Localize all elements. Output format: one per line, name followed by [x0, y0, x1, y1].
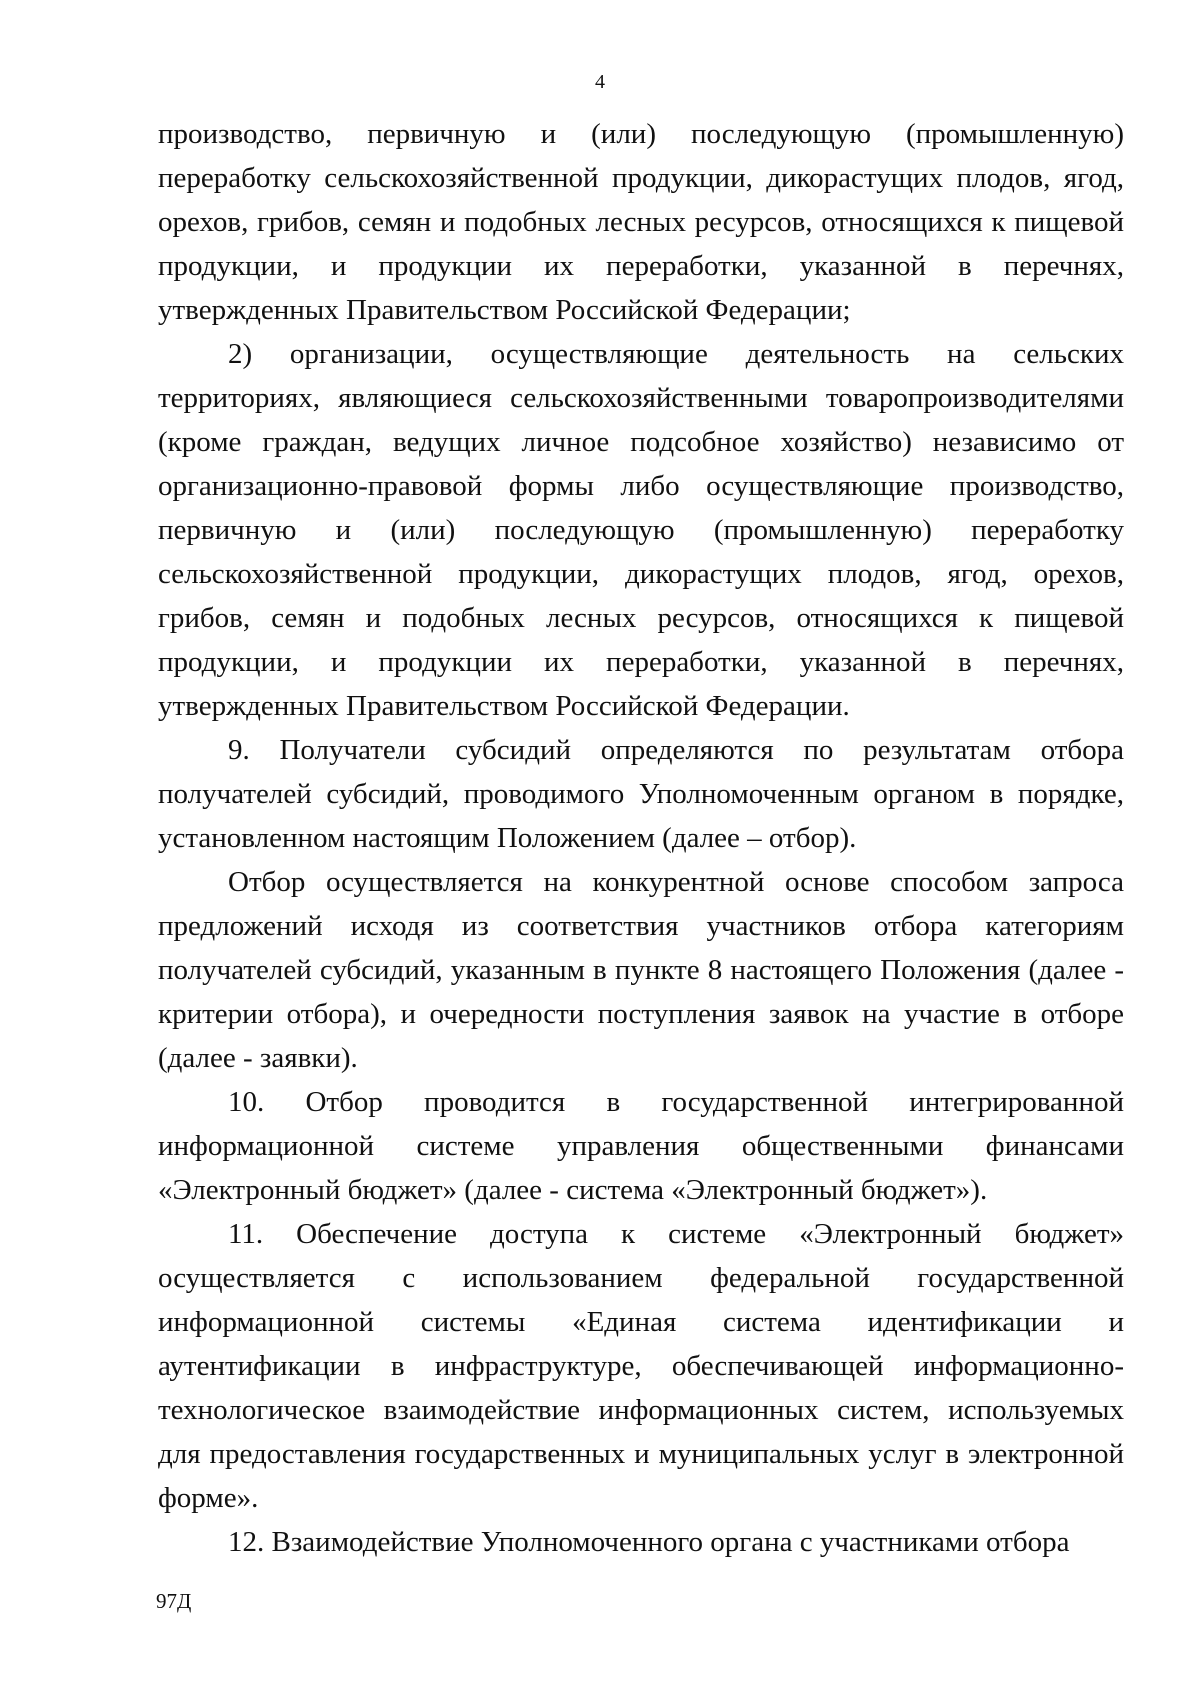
paragraph-clause-11: 11. Обеспечение доступа к системе «Электронный бюджет» осуществляется с использованием федеральной государственной информационной системы «Единая система идентификации и аутентификации в инфраструктуре, обеспечивающей информационно-технологическое взаимодействие информационных систем, используемых для предоставления государственных и муниципальных услуг в электронной форме».	[158, 1218, 1124, 1514]
document-body	[158, 112, 1124, 1564]
paragraph-clause-12: 12. Взаимодействие Уполномоченного органа с участниками отбора	[228, 1526, 1070, 1558]
footer-document-code: 97Д	[156, 1589, 192, 1613]
paragraph-item-2: 2) организации, осуществляющие деятельность на сельских территориях, являющиеся сельскохозяйственными товаропроизводителями (кроме граждан, ведущих личное подсобное хозяйство) независимо от организационно-правовой формы либо осуществляющие производство, первичную и (или) последующую (промышленную) переработку сельскохозяйственной продукции, дикорастущих плодов, ягод, орехов, грибов, семян и подобных лесных ресурсов, относящихся к пищевой продукции, и продукции их переработки, указанной в перечнях, утвержденных Правительством Российской Федерации.	[158, 338, 1124, 722]
paragraph-clause-9: 9. Получатели субсидий определяются по результатам отбора получателей субсидий, проводимого Уполномоченным органом в порядке, установленном настоящим Положением (далее – отбор).	[158, 734, 1124, 854]
paragraph-continuation: производство, первичную и (или) последующую (промышленную) переработку сельскохозяйственной продукции, дикорастущих плодов, ягод, орехов, грибов, семян и подобных лесных ресурсов, относящихся к пищевой продукции, и продукции их переработки, указанной в перечнях, утвержденных Правительством Российской Федерации;	[158, 118, 1124, 326]
paragraph-selection-basis: Отбор осуществляется на конкурентной основе способом запроса предложений исходя из соответствия участников отбора категориям получателей субсидий, указанным в пункте 8 настоящего Положения (далее - критерии отбора), и очередности поступления заявок на участие в отборе (далее - заявки).	[158, 866, 1124, 1074]
page-number: 4	[595, 71, 605, 93]
paragraph-clause-10: 10. Отбор проводится в государственной интегрированной информационной системе управления общественными финансами «Электронный бюджет» (далее - система «Электронный бюджет»).	[158, 1086, 1124, 1206]
